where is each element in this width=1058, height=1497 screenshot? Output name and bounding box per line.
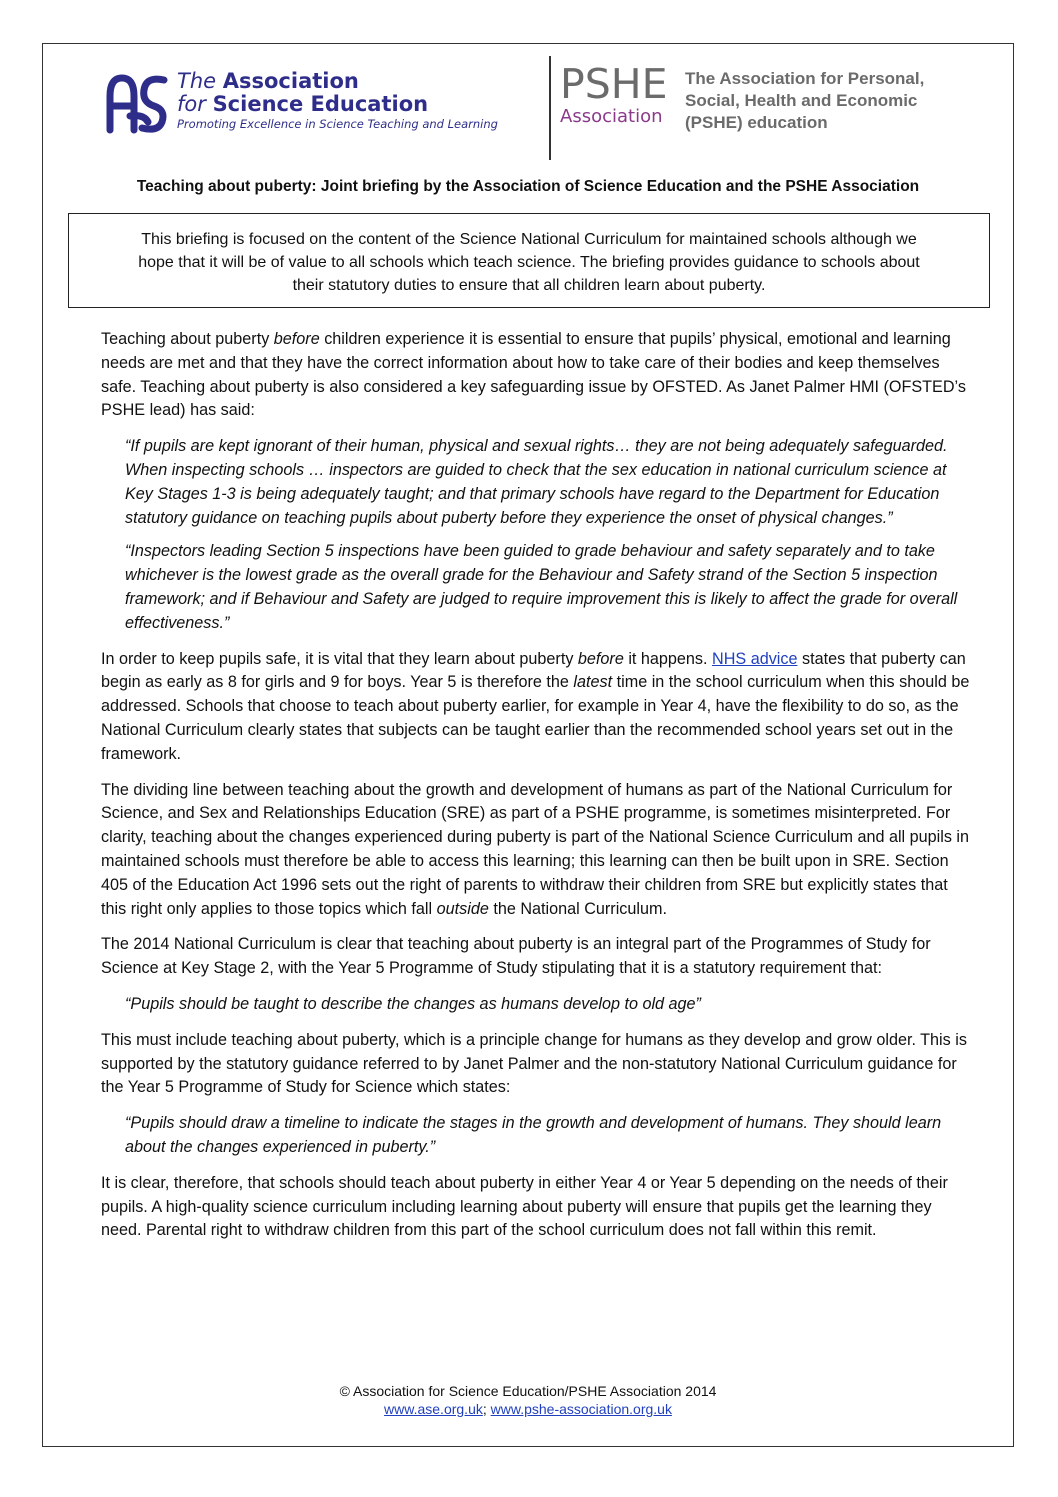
- paragraph-3: [101, 779, 973, 922]
- quote-3: “Pupils should be taught to describe the changes as humans develop to old age”: [125, 994, 701, 1013]
- quote-1: “If pupils are kept ignorant of their human, physical and sexual rights… they are not being adequately safeguarded. When inspecting schools … inspectors are guided to check that the sex education in national curriculum science at Key Stages 1-3 is being adequately taught; and that primary schools have regard to the Department for Education statutory guidance on teaching pupils about puberty before they experience the onset of physical changes.”: [125, 437, 948, 527]
- header-divider: [549, 56, 551, 160]
- ase-website-link[interactable]: www.ase.org.uk: [384, 1401, 483, 1417]
- paragraph-4: The 2014 National Curriculum is clear that teaching about puberty is an integral part of the Programmes of Study for Science at Key Stage 2, with the Year 5 Programme of Study stipulating that it is a statutory requirement that:: [101, 935, 931, 978]
- p1-text-a: Teaching about puberty: [101, 330, 274, 348]
- p2-text-d: time in the school curriculum when this should be addressed. Schools that choose to teach about puberty earlier, for example in Year 4, have the flexibility to do so, as the National Curriculum clearly states that subjects can be taught earlier than the recommended school years set out in the framework.: [101, 673, 970, 763]
- p3-text-b: the National Curriculum.: [488, 899, 667, 918]
- pshe-description-line1: The Association for Personal,: [685, 69, 925, 88]
- footer: [42, 1382, 1014, 1418]
- p1-emphasis: before: [273, 330, 320, 348]
- pshe-description: [685, 68, 985, 134]
- quote-4: “Pupils should draw a timeline to indicate the stages in the growth and development of humans. They should learn about the changes experienced in puberty.”: [125, 1114, 942, 1156]
- paragraph-6: It is clear, therefore, that schools should teach about puberty in either Year 4 or Year 5 depending on the needs of their pupils. A high-quality science curriculum including learning about puberty will ensure that pupils get the learning they need. Parental right to withdraw children from this part of the school curriculum does not fall within this remit.: [101, 1173, 948, 1240]
- ase-logo: [104, 70, 544, 136]
- p3-emphasis: outside: [436, 899, 489, 918]
- intro-line2: hope that it will be of value to all schools which teach science. The briefing provides guidance to schools about: [138, 254, 920, 271]
- p2-text-a: In order to keep pupils safe, it is vital that they learn about puberty: [101, 649, 578, 668]
- pshe-description-line3: (PSHE) education: [685, 113, 828, 132]
- p2-emphasis: before: [577, 649, 624, 668]
- ase-logo-mark-icon: [104, 70, 170, 136]
- footer-link-separator: ;: [482, 1401, 491, 1417]
- pshe-description-line2: Social, Health and Economic: [685, 91, 918, 110]
- footer-links: [42, 1400, 1014, 1418]
- ase-wordmark: [177, 70, 498, 132]
- ase-the: The: [177, 69, 217, 93]
- p2-emphasis-2: latest: [573, 673, 613, 692]
- intro-box: [68, 213, 990, 308]
- ase-tagline: Promoting Excellence in Science Teaching and Learning: [177, 117, 498, 131]
- body-text: [101, 328, 973, 1255]
- paragraph-5: This must include teaching about puberty, which is a principle change for humans as they develop and grow older. This is supported by the statutory guidance referred to by Janet Palmer and the non-statutory National Curriculum guidance for the Year 5 Programme of Study for Science which states:: [101, 1030, 967, 1097]
- nhs-advice-link[interactable]: NHS advice: [712, 649, 798, 668]
- p1-text-b: children experience it is essential to ensure that pupils’ physical, emotional and learning needs are met and that they have the correct information about how to take care of their bodies and keep themselves safe. Teaching about puberty is also considered a key safeguarding issue by OFSTED. As Janet Palmer HMI (OFSTED’s PSHE lead) has said:: [101, 330, 966, 420]
- pshe-logo: [560, 62, 680, 134]
- ase-for: for: [177, 92, 206, 116]
- document-title: Teaching about puberty: Joint briefing by the Association of Science Education and the PSHE Association: [136, 178, 920, 195]
- paragraph-1: [101, 328, 973, 423]
- paragraph-2: [101, 648, 973, 767]
- intro-line3: their statutory duties to ensure that all children learn about puberty.: [292, 277, 766, 294]
- p2-text-c: states that puberty can begin as early as 8 for girls and 9 for boys. Year 5 is therefore the: [101, 649, 966, 692]
- pshe-logo-sub: Association: [560, 106, 663, 127]
- quote-2: “Inspectors leading Section 5 inspections have been guided to grade behaviour and safety separately and to take whichever is the lowest grade as the overall grade for the Behaviour and Safety strand of the Section 5 inspection framework; and if Behaviour and Safety are judged to require improvement this is likely to affect the grade for overall effectiveness.”: [125, 542, 958, 632]
- footer-copyright: © Association for Science Education/PSHE Association 2014: [339, 1383, 717, 1399]
- ase-association: Association: [222, 69, 359, 93]
- p2-text-b: it happens.: [623, 649, 713, 668]
- p3-text-a: The dividing line between teaching about the growth and development of humans as part of the National Curriculum for Science, and Sex and Relationships Education (SRE) as part of a PSHE programme, is sometimes misinterpreted. For clarity, teaching about the changes experienced during puberty is part of the National Science Curriculum and all pupils in maintained schools must therefore be able to access this learning; this learning can then be built upon in SRE. Section 405 of the Education Act 1996 sets out the right of parents to withdraw their children from SRE but explicitly states that this right only applies to those topics which fall: [101, 780, 970, 918]
- pshe-website-link[interactable]: www.pshe-association.org.uk: [490, 1401, 672, 1417]
- pshe-logo-text: PSHE: [560, 60, 668, 108]
- intro-line1: This briefing is focused on the content of the Science National Curriculum for maintained schools although we: [141, 231, 917, 248]
- ase-science-education: Science Education: [212, 92, 429, 116]
